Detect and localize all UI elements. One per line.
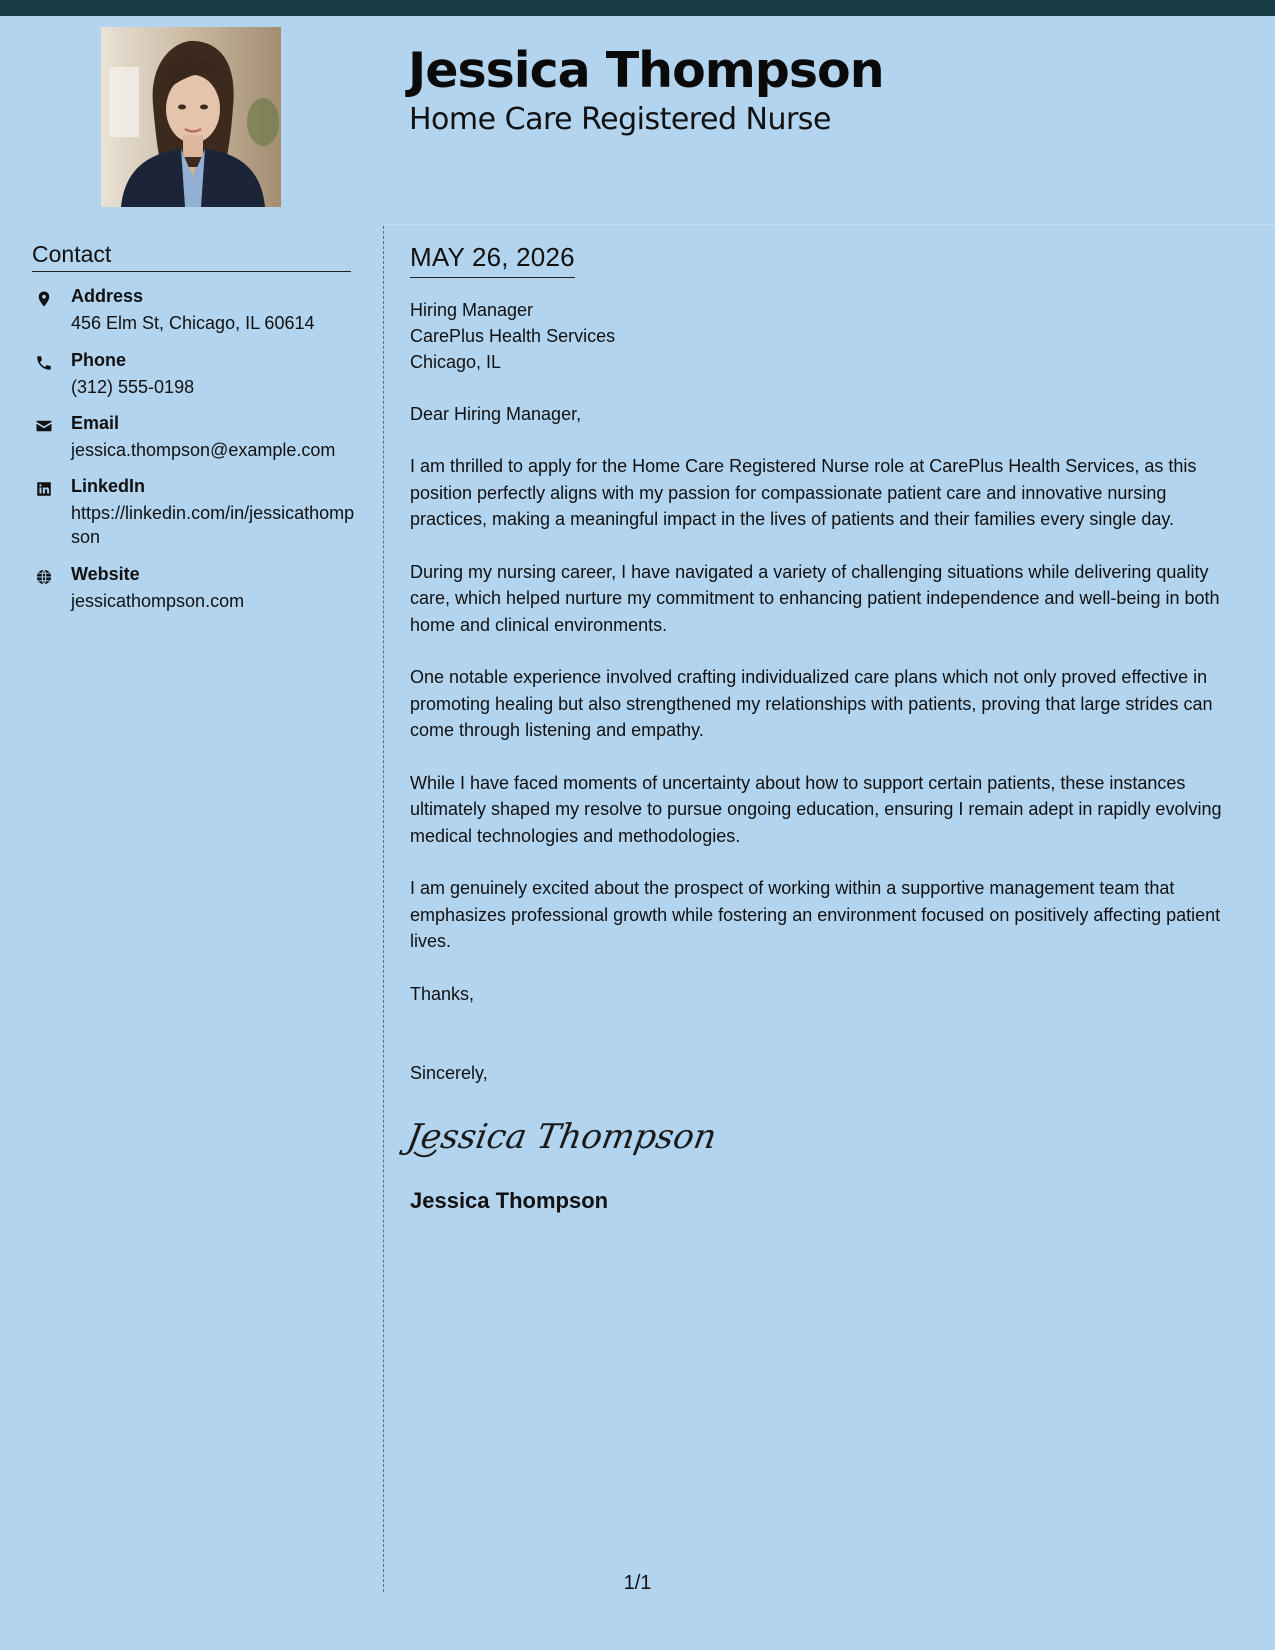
applicant-name: Jessica Thompson bbox=[408, 42, 884, 99]
recipient-block bbox=[410, 297, 1245, 375]
body-paragraph: I am thrilled to apply for the Home Care Registered Nurse role at CarePlus Health Services, as this position perfectly aligns with my passion for compassionate patient care and innovative nursing practices, making a meaningful impact in the lives of patients and their families every single day. bbox=[410, 456, 1197, 529]
top-bar bbox=[0, 0, 1275, 16]
linkedin-value[interactable]: https://linkedin.com/in/jessicathompson bbox=[71, 503, 355, 547]
email-label: Email bbox=[71, 413, 120, 433]
address-label: Address bbox=[71, 286, 144, 306]
handwritten-signature bbox=[404, 1112, 1245, 1162]
address-value: 456 Elm St, Chicago, IL 60614 bbox=[71, 313, 315, 333]
website-value[interactable]: jessicathompson.com bbox=[71, 591, 245, 611]
envelope-icon bbox=[32, 415, 56, 437]
phone-label: Phone bbox=[71, 350, 127, 370]
letter-body bbox=[404, 242, 1245, 1214]
closing-thanks: Thanks, bbox=[410, 983, 475, 1004]
header-divider bbox=[384, 224, 1275, 225]
closing: Sincerely, bbox=[410, 1062, 488, 1083]
svg-text:Jessica Thompson: Jessica Thompson bbox=[404, 1116, 720, 1157]
recipient-line: Hiring Manager bbox=[410, 300, 534, 320]
page-number: 1/1 bbox=[623, 1572, 652, 1594]
body-paragraph: One notable experience involved crafting individualized care plans which not only proved effective in promoting healing but also strengthened my relationships with patients, proving that large strides can come through listening and empathy. bbox=[410, 667, 1213, 740]
contact-heading: Contact bbox=[32, 241, 351, 272]
job-title: Home Care Registered Nurse bbox=[409, 102, 831, 137]
recipient-line: CarePlus Health Services bbox=[410, 326, 616, 346]
phone-icon bbox=[32, 352, 56, 374]
linkedin-icon bbox=[32, 478, 56, 500]
salutation: Dear Hiring Manager, bbox=[410, 404, 582, 424]
letter-date: MAY 26, 2026 bbox=[410, 242, 575, 278]
recipient-line: Chicago, IL bbox=[410, 352, 502, 372]
map-pin-icon bbox=[32, 288, 56, 310]
profile-photo bbox=[101, 27, 281, 207]
email-value[interactable]: jessica.thompson@example.com bbox=[71, 440, 336, 460]
column-divider bbox=[383, 226, 384, 1592]
body-paragraph: While I have faced moments of uncertainty about how to support certain patients, these instances ultimately shaped my resolve to pursue ongoing education, ensuring I remain adept in rapidly evolving medical technologies and methodologies. bbox=[410, 772, 1222, 846]
body-paragraph: During my nursing career, I have navigated a variety of challenging situations while delivering quality care, which helped nurture my commitment to enhancing patient independence and well-being in both home and clinical environments. bbox=[410, 561, 1220, 635]
body-paragraph: I am genuinely excited about the prospect of working within a supportive management team that emphasizes professional growth while fostering an environment focused on positively affecting patient lives. bbox=[410, 878, 1221, 951]
website-label: Website bbox=[71, 564, 140, 584]
globe-icon bbox=[32, 566, 56, 588]
phone-value[interactable]: (312) 555-0198 bbox=[71, 377, 195, 397]
signer-name: Jessica Thompson bbox=[410, 1187, 609, 1213]
linkedin-label: LinkedIn bbox=[71, 476, 146, 496]
